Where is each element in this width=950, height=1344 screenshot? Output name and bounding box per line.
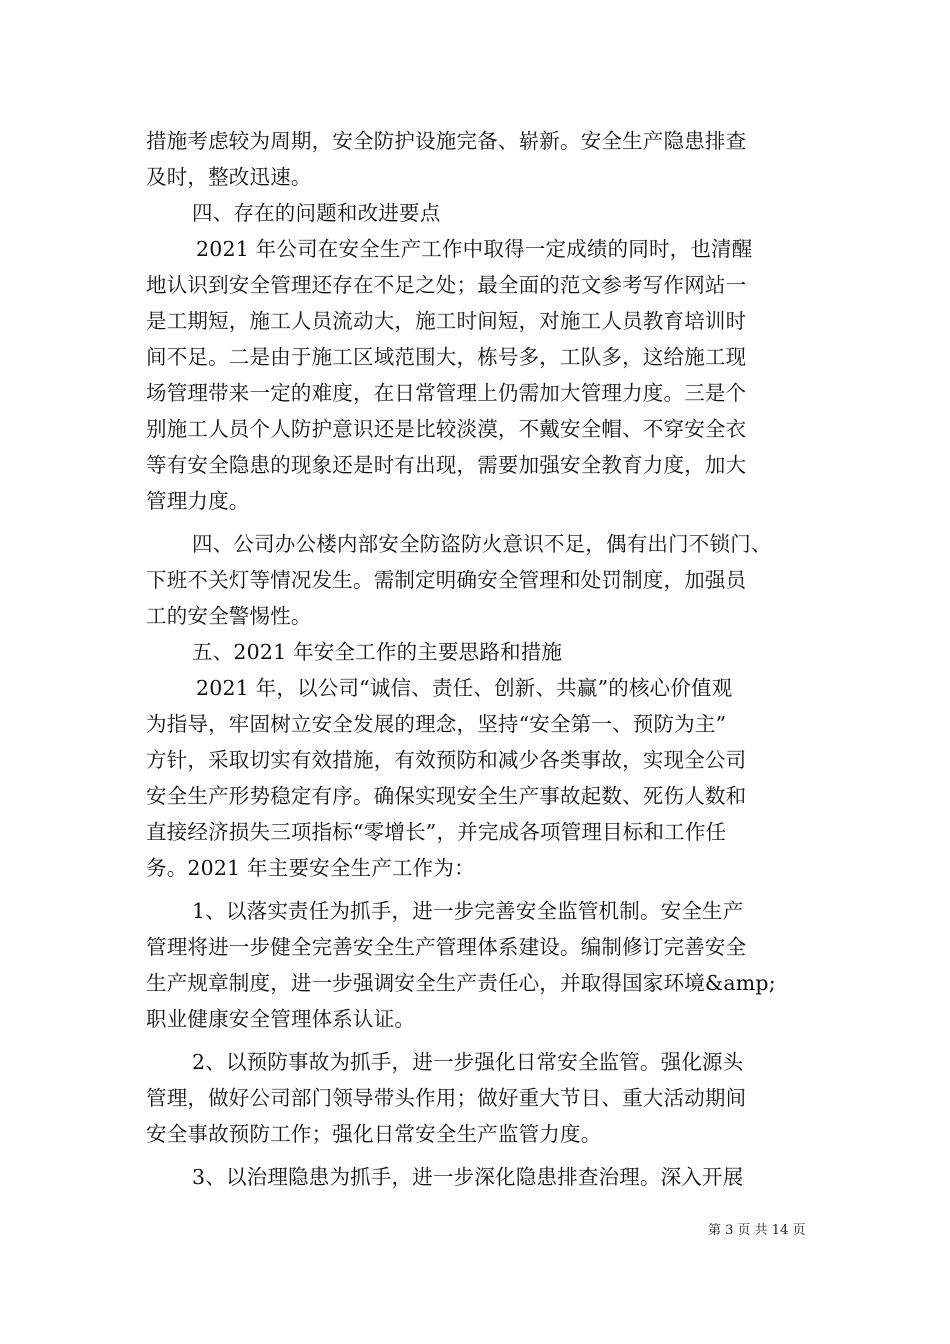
text-line: 方针，采取切实有效措施，有效预防和减少各类事故，实现全公司 (146, 748, 747, 772)
text-line: 四、公司办公楼内部安全防盗防火意识不足，偶有出门不锁门、 (192, 532, 772, 556)
text-line: 2021 年，以公司“诚信、责任、创新、共赢”的核心价值观 (196, 676, 733, 700)
text-line: 工的安全警惕性。 (146, 604, 312, 628)
text-line: 2、以预防事故为抓手，进一步强化日常安全监管。强化源头 (192, 1050, 744, 1074)
text-line: 管理，做好公司部门领导带头作用；做好重大节日、重大活动期间 (146, 1086, 747, 1110)
text-line: 管理将进一步健全完善安全生产管理体系建设。编制修订完善安全 (146, 935, 747, 959)
text-line: 职业健康安全管理体系认证。 (146, 1007, 416, 1031)
text-line: 1、以落实责任为抓手，进一步完善安全监管机制。安全生产 (192, 899, 744, 923)
text-line: 3、以治理隐患为抓手，进一步深化隐患排查治理。深入开展 (192, 1165, 744, 1189)
text-line: 场管理带来一定的难度，在日常管理上仍需加大管理力度。三是个 (146, 381, 747, 405)
text-line: 安全事故预防工作；强化日常安全生产监管力度。 (146, 1122, 602, 1146)
text-line: 下班不关灯等情况发生。需制定明确安全管理和处罚制度，加强员 (146, 568, 747, 592)
section-heading: 五、2021 年安全工作的主要思路和措施 (192, 640, 563, 664)
text-line: 别施工人员个人防护意识还是比较淡漠，不戴安全帽、不穿安全衣 (146, 417, 747, 441)
text-line: 为指导，牢固树立安全发展的理念，坚持“安全第一、预防为主” (146, 712, 727, 736)
page-number: 第 3 页 共 14 页 (708, 1223, 806, 1238)
text-line: 是工期短，施工人员流动大，施工时间短，对施工人员教育培训时 (146, 309, 747, 333)
text-line: 措施考虑较为周期，安全防护设施完备、崭新。安全生产隐患排查 (146, 129, 747, 153)
text-line: 安全生产形势稳定有序。确保实现安全生产事故起数、死伤人数和 (146, 784, 747, 808)
text-line: 及时，整改迅速。 (146, 165, 312, 189)
text-line: 间不足。二是由于施工区域范围大，栋号多，工队多，这给施工现 (146, 345, 747, 369)
text-line: 生产规章制度，进一步强调安全生产责任心，并取得国家环境&amp; (146, 971, 776, 995)
text-line: 地认识到安全管理还存在不足之处；最全面的范文参考写作网站一 (146, 273, 747, 297)
text-line: 2021 年公司在安全生产工作中取得一定成绩的同时，也清醒 (196, 237, 753, 261)
text-line: 管理力度。 (146, 489, 250, 513)
text-line: 等有安全隐患的现象还是时有出现，需要加强安全教育力度，加大 (146, 453, 747, 477)
section-heading: 四、存在的问题和改进要点 (192, 201, 441, 225)
text-line: 直接经济损失三项指标“零增长”，并完成各项管理目标和工作任 (146, 820, 727, 844)
text-line: 务。2021 年主要安全生产工作为： (146, 856, 475, 880)
